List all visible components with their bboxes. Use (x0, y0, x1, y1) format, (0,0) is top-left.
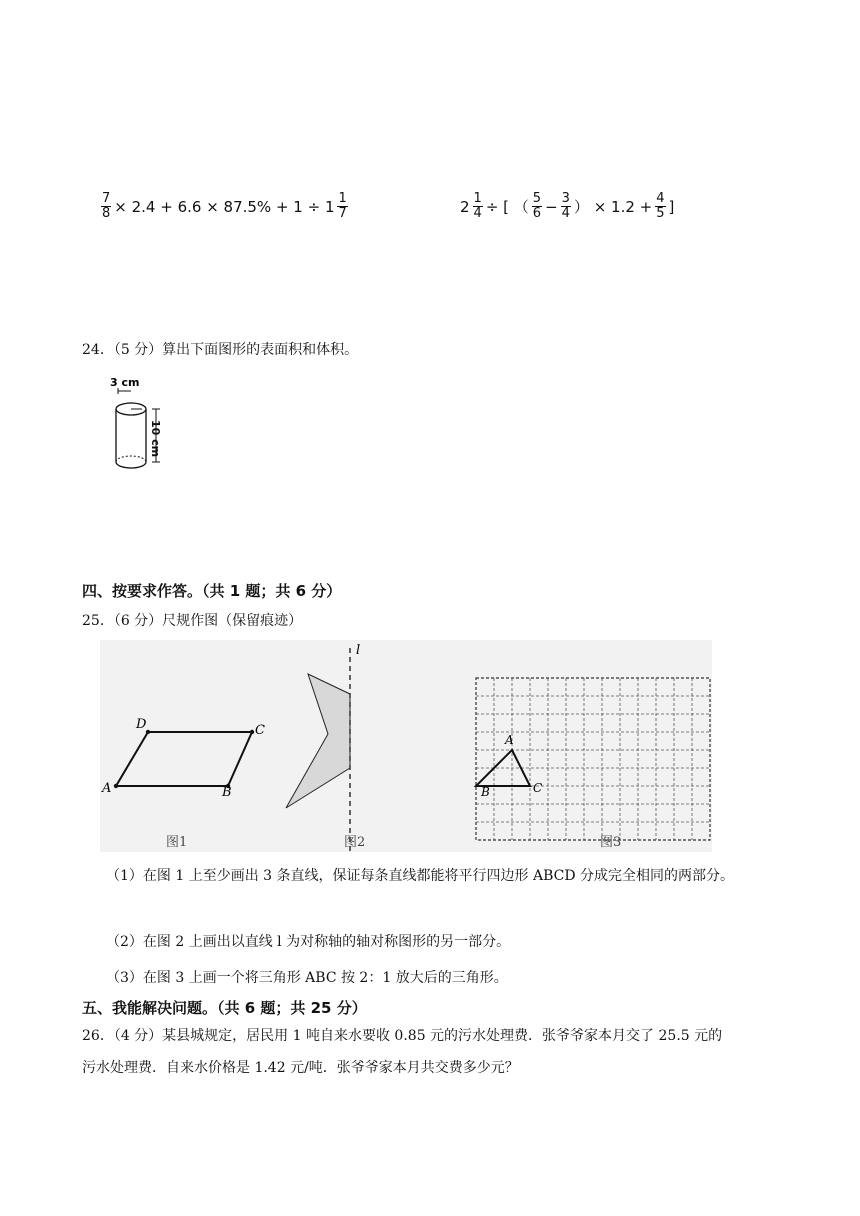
cylinder-figure (100, 370, 190, 480)
vertex-label-A: A (102, 781, 112, 796)
height-label: 10 cm (149, 420, 162, 458)
fraction: $\frac{4}{5}$ (656, 191, 665, 221)
vertex-label-B: B (222, 785, 232, 800)
fraction: $\frac{1}{4}$ (473, 191, 482, 221)
calc-expression-left: $\frac{7}{8}$ × 2.4 + 6.6 × 87.5% + 1 ÷ 1 $\frac{1}{7}$ (102, 191, 347, 221)
question-24: 24．（5 分）算出下面图形的表面积和体积。 (82, 342, 359, 358)
fraction: $\frac{7}{8}$ (102, 191, 111, 221)
axis-label-l: l (356, 643, 361, 658)
fraction: $\frac{5}{6}$ (532, 191, 542, 221)
calc-expression-right: 2 $\frac{1}{4}$ ÷ [ （ $\frac{5}{6}$ − $\frac{3}{4}$ ） × 1.2 + $\frac{4}{5}$ ] (460, 191, 675, 221)
vertex-label-C: C (255, 723, 265, 738)
question-26-line-1: 26．（4 分）某县城规定，居民用 1 吨自来水要收 0.85 元的污水处理费．张爷爷家本月交了 25.5 元的 (82, 1028, 723, 1044)
vertex-label-D: D (136, 717, 147, 732)
figure-3-caption: 图3 (600, 835, 622, 850)
figure-1-caption: 图1 (166, 835, 188, 850)
section-5-title: 五、我能解决问题。（共 6 题；共 25 分） (82, 999, 367, 1017)
question-26-line-2: 污水处理费．自来水价格是 1.42 元/吨．张爷爷家本月共交费多少元？ (82, 1060, 519, 1076)
question-25: 25．（6 分）尺规作图（保留痕迹） (82, 613, 303, 629)
figure-2-caption: 图2 (344, 835, 366, 850)
fraction: $\frac{3}{4}$ (561, 191, 570, 221)
radius-label: 3 cm (110, 376, 140, 389)
figures-panel (100, 640, 720, 855)
triangle-label-B: B (481, 785, 490, 799)
triangle-label-C: C (533, 781, 543, 795)
fraction: $\frac{1}{7}$ (338, 191, 347, 221)
triangle-label-A: A (505, 733, 514, 747)
question-25-part-1: （1）在图 1 上至少画出 3 条直线，保证每条直线都能将平行四边形 ABCD 分成完全相同的两部分。 (106, 868, 735, 884)
section-4-title: 四、按要求作答。（共 1 题；共 6 分） (82, 582, 342, 600)
question-25-part-3: （3）在图 3 上画一个将三角形 ABC 按 2：1 放大后的三角形。 (106, 970, 508, 986)
question-25-part-2: （2）在图 2 上画出以直线 l 为对称轴的轴对称图形的另一部分。 (106, 934, 511, 950)
